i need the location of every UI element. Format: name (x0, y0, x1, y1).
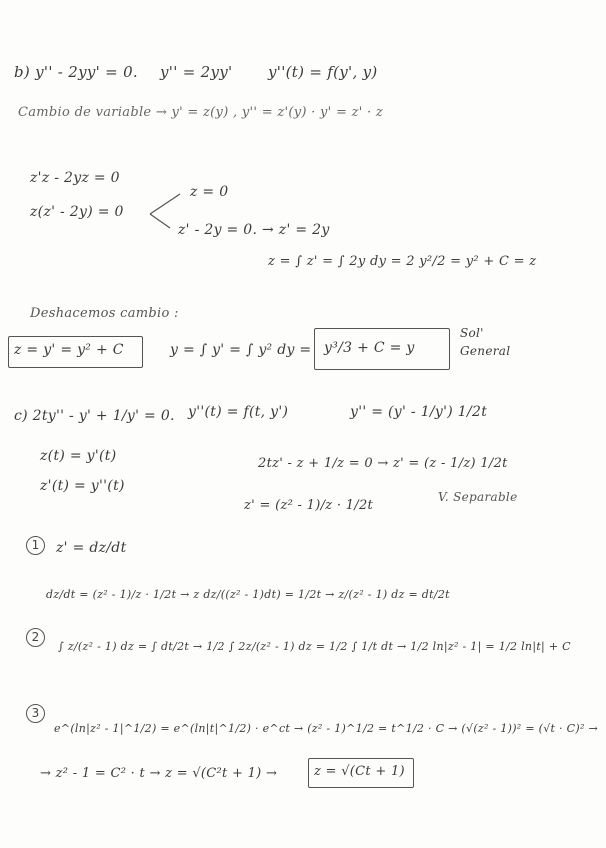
step-1-separation: dz/dt = (z² - 1)/z · 1/2t → z dz/((z² - 1)dt) = 1/2t → z/(z² - 1) dz = dt/2t (46, 588, 450, 601)
b-branch-linear: z' - 2y = 0. → z' = 2y (178, 222, 330, 238)
c-substituted: 2tz' - z + 1/z = 0 → z' = (z - 1/z) 1/2t (258, 456, 508, 471)
boxed-final-solution-text: z = √(Ct + 1) (314, 764, 405, 779)
b-branch-zero: z = 0 (190, 184, 229, 200)
part-c-form: y''(t) = f(t, y') (188, 404, 289, 420)
boxed-result-z-text: z = y' = y² + C (14, 342, 124, 358)
part-b-explicit: y'' = 2yy' (160, 63, 233, 81)
sol-label: Sol' (460, 326, 484, 340)
boxed-general-solution-text: y³/3 + C = y (324, 340, 415, 356)
step-1-marker: 1 (26, 536, 45, 555)
part-c-equation: c) 2ty'' - y' + 1/y' = 0. (14, 408, 175, 424)
c-sub-zprime: z'(t) = y''(t) (40, 478, 125, 494)
c-sub-z: z(t) = y'(t) (40, 448, 117, 464)
part-b-equation: b) y'' - 2yy' = 0. (14, 63, 138, 81)
step-1-derivative: z' = dz/dt (56, 540, 127, 556)
separable-label: V. Separable (438, 490, 518, 504)
step-3-marker: 3 (26, 704, 45, 723)
step-3-solve: → z² - 1 = C² · t → z = √(C²t + 1) → (40, 766, 278, 781)
undo-change-heading: Deshacemos cambio : (30, 306, 179, 321)
general-label: General (460, 344, 511, 358)
step-3-exponentiate: e^(ln|z² - 1|^1/2) = e^(ln|t|^1/2) · e^ct → (z² - 1)^1/2 = t^1/2 · C → (√(z² - 1))² = (√t · C)² → (54, 722, 598, 735)
b-integration: z = ∫ z' = ∫ 2y dy = 2 y²/2 = y² + C = z (268, 254, 537, 269)
b-integral-y: y = ∫ y' = ∫ y² dy = (170, 342, 312, 358)
c-separated: z' = (z² - 1)/z · 1/2t (244, 498, 374, 513)
part-b-form: y''(t) = f(y', y) (268, 63, 378, 81)
change-of-variable-line: Cambio de variable → y' = z(y) , y'' = z'(y) · y' = z' · z (18, 105, 384, 120)
part-c-explicit: y'' = (y' - 1/y') 1/2t (350, 404, 488, 420)
b-step-2: z(z' - 2y) = 0 (30, 204, 124, 220)
b-step-1: z'z - 2yz = 0 (30, 170, 120, 186)
step-2-marker: 2 (26, 628, 45, 647)
step-2-integration: ∫ z/(z² - 1) dz = ∫ dt/2t → 1/2 ∫ 2z/(z² - 1) dz = 1/2 ∫ 1/t dt → 1/2 ln|z² - 1| = 1/2 ln|t| + C (58, 640, 571, 653)
